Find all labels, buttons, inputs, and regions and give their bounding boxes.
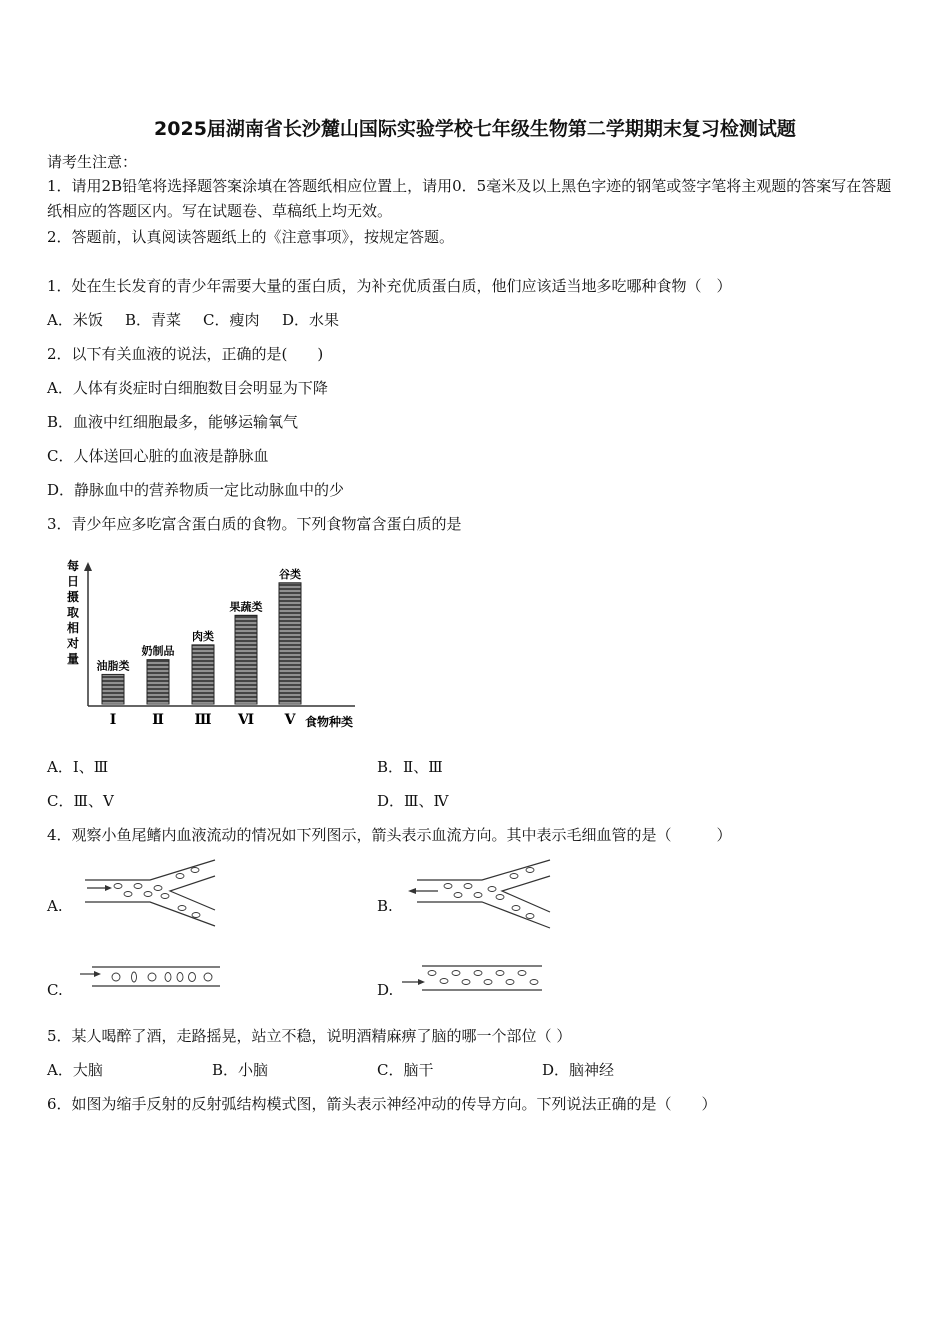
q1-stem: 1．处在生长发育的青少年需要大量的蛋白质，为补充优质蛋白质，他们应该适当地多吃哪种食物（ ） [47, 277, 732, 295]
notice-heading: 请考生注意： [47, 153, 138, 171]
q4-stem: 4．观察小鱼尾鳍内血液流动的情况如下列图示，箭头表示血流方向。其中表示毛细血管的是（ ） [47, 826, 732, 844]
q5-option-b[interactable]: B．小脑 [212, 1061, 269, 1079]
bar-label-2: 奶制品 [141, 644, 175, 658]
x-axis-label: 食物种类 [305, 715, 354, 729]
y-axis-label: 每日摄取相对量 [67, 559, 80, 666]
bar-2 [147, 660, 169, 704]
q6-stem: 6．如图为缩手反射的反射弧结构模式图，箭头表示神经冲动的传导方向。下列说法正确的是（ ） [47, 1095, 717, 1113]
q4-option-a[interactable]: A. [47, 897, 63, 915]
bar-label-5: 谷类 [279, 567, 301, 581]
bar-label-1: 油脂类 [96, 659, 130, 673]
bar-label-4: 果蔬类 [229, 600, 263, 614]
bar-3 [192, 645, 214, 704]
vessel-diagram-a [70, 858, 220, 928]
q5-stem: 5．某人喝醉了酒，走路摇晃，站立不稳，说明酒精麻痹了脑的哪一个部位（ ） [47, 1027, 572, 1045]
y-axis-arrow [84, 562, 92, 571]
q3-option-b[interactable]: B．Ⅱ、Ⅲ [377, 758, 443, 776]
q5-option-d[interactable]: D．脑神经 [542, 1061, 615, 1079]
bar-5 [279, 583, 301, 704]
bar-label-3: 肉类 [192, 629, 214, 643]
vessel-diagram-c [78, 962, 223, 992]
vessel-diagram-d [400, 962, 545, 992]
q5-option-c[interactable]: C．脑干 [377, 1061, 434, 1079]
vessel-diagram-b [402, 858, 552, 930]
q1-option-a[interactable]: A．米饭 [47, 311, 103, 329]
q1-option-c[interactable]: C．瘦肉 [203, 311, 260, 329]
q3-stem: 3．青少年应多吃富含蛋白质的食物。下列食物富含蛋白质的是 [47, 515, 462, 533]
q3-option-a[interactable]: A．Ⅰ、Ⅲ [47, 758, 109, 776]
q2-stem: 2．以下有关血液的说法，正确的是( ) [47, 345, 324, 363]
notice-item-1: 1．请用2B铅笔将选择题答案涂填在答题纸相应位置上，请用0．5毫米及以上黑色字迹的钢笔或签字笔将主观题的答案写在答题纸相应的答题区内。写在试题卷、草稿纸上均无效。 [47, 177, 892, 220]
x-tick-1: Ⅰ [109, 712, 117, 728]
q2-option-b[interactable]: B．血液中红细胞最多，能够运输氧气 [47, 413, 299, 431]
q2-option-d[interactable]: D．静脉血中的营养物质一定比动脉血中的少 [47, 481, 345, 499]
notice-item-2: 2．答题前，认真阅读答题纸上的《注意事项》，按规定答题。 [47, 228, 455, 246]
q4-option-c[interactable]: C. [47, 981, 63, 999]
food-intake-chart [55, 558, 375, 738]
q2-option-a[interactable]: A．人体有炎症时白细胞数目会明显为下降 [47, 379, 328, 397]
q3-option-c[interactable]: C．Ⅲ、Ⅴ [47, 792, 114, 810]
q4-option-d[interactable]: D. [377, 981, 394, 999]
x-tick-3: Ⅲ [194, 712, 212, 728]
q5-option-a[interactable]: A．大脑 [47, 1061, 103, 1079]
q1-option-b[interactable]: B．青菜 [125, 311, 182, 329]
q3-option-d[interactable]: D．Ⅲ、Ⅳ [377, 792, 449, 810]
x-tick-4: Ⅵ [237, 712, 255, 728]
bar-4 [235, 615, 257, 704]
q2-option-c[interactable]: C．人体送回心脏的血液是静脉血 [47, 447, 269, 465]
x-tick-5: Ⅴ [284, 712, 296, 728]
q1-option-d[interactable]: D．水果 [282, 311, 340, 329]
page-title: 2025届湖南省长沙麓山国际实验学校七年级生物第二学期期末复习检测试题 [154, 118, 796, 140]
bar-1 [102, 674, 124, 704]
x-tick-2: Ⅱ [152, 712, 164, 728]
q4-option-b[interactable]: B. [377, 897, 393, 915]
